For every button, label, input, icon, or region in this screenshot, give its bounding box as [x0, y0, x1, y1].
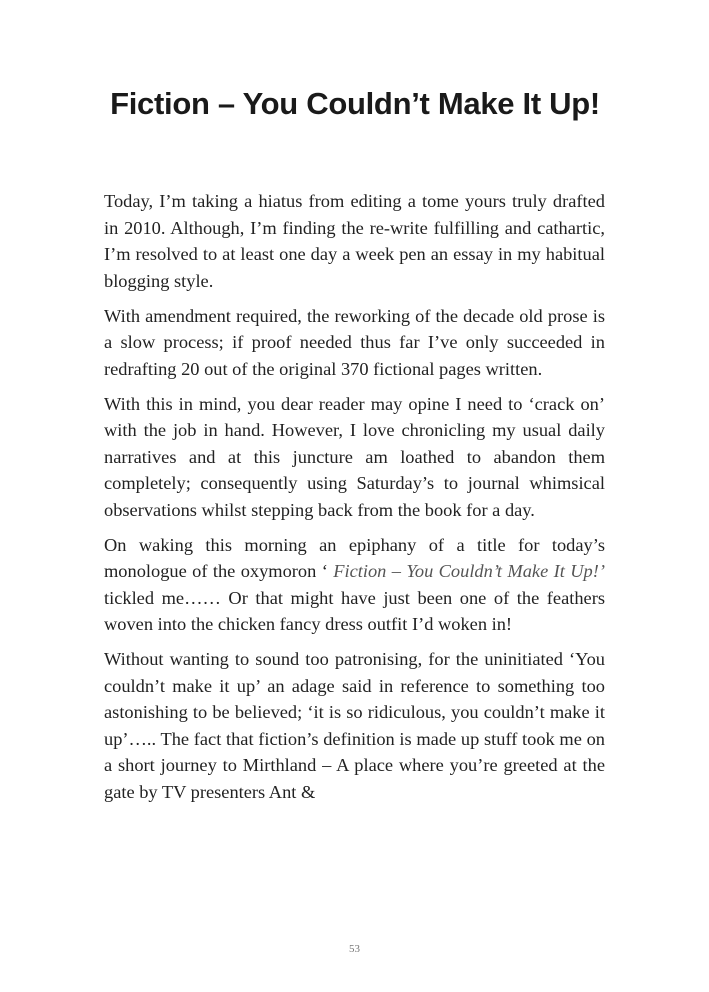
page-title: Fiction – You Couldn’t Make It Up! — [110, 86, 600, 121]
paragraph-3: With this in mind, you dear reader may opine I need to ‘crack on’ with the job in hand. However, I love chronicling my usual daily narratives and at this juncture am loathed to abandon them completely; consequently using Saturday’s to journal whimsical observations whilst stepping back from the book for a day. — [104, 393, 605, 520]
quoted-title: Fiction – You Couldn’t Make It Up!’ — [333, 561, 605, 581]
paragraph-1: Today, I’m taking a hiatus from editing a tome yours truly drafted in 2010. Although, I’m finding the re-write fulfilling and cathartic, I’m resolved to at least one day a week pen an essay in my habitual blogging style. — [104, 191, 605, 291]
paragraph-4-tail: tickled me…… Or that might have just been one of the feathers woven into the chicken fancy dress outfit I’d woken in! — [104, 587, 605, 634]
paragraph-4 — [104, 532, 605, 638]
body-text — [104, 188, 605, 814]
paragraph-4-lead: On waking this morning an epiphany of a title for today’s monologue of the oxymoron ‘ — [104, 534, 605, 581]
paragraph-5: Without wanting to sound too patronising, for the uninitiated ‘You couldn’t make it up’ an adage said in reference to something too astonishing to be believed; ‘it is so ridiculous, you couldn’t make it up’….. The fact that fiction’s definition is made up stuff took me on a short journey to Mirthland – A place where you’re greeted at the gate by TV presenters Ant & — [104, 649, 605, 802]
page-number: 53 — [349, 943, 360, 955]
paragraph-2: With amendment required, the reworking of the decade old prose is a slow process; if proof needed thus far I’ve only succeeded in redrafting 20 out of the original 370 fictional pages written. — [104, 305, 605, 379]
